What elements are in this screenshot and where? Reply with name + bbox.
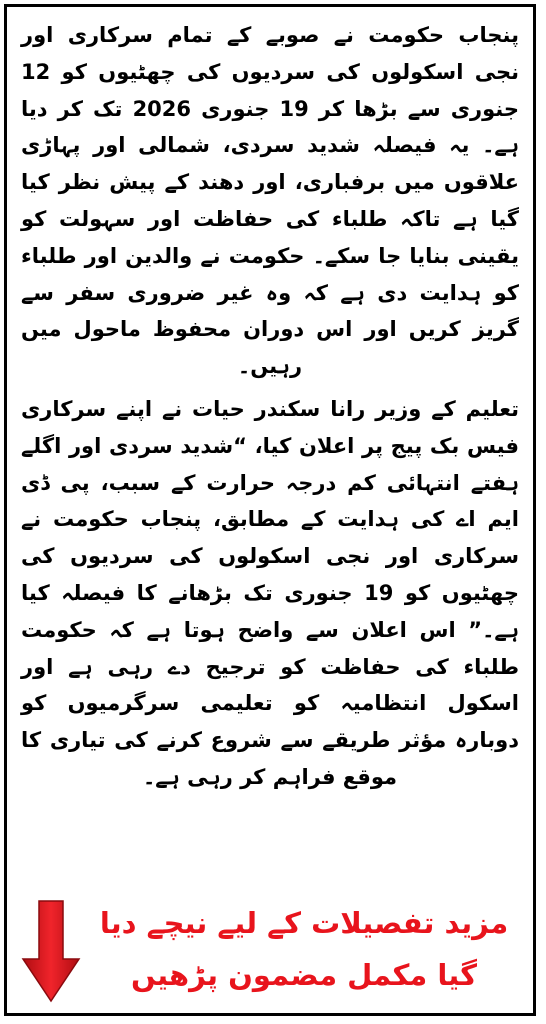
read-more-line-2[interactable]: گیا مکمل مضمون پڑھیں xyxy=(131,958,477,992)
read-more-banner[interactable] xyxy=(7,893,533,1013)
article-paragraph-1: پنجاب حکومت نے صوبے کے تمام سرکاری اور نجی اسکولوں کی سردیوں کی چھٹیوں کو 12 جنوری سے بڑھا کر 19 جنوری 2026 تک کر دیا ہے۔ یہ فیصلہ شدید سردی، شمالی اور پہاڑی علاقوں میں برفباری، اور دھند کے پیش نظر کیا گیا ہے تاکہ طلباء کی حفاظت اور سہولت کو یقینی بنایا جا سکے۔ حکومت نے والدین اور طلباء کو ہدایت دی ہے کہ وہ غیر ضروری سفر سے گریز کریں اور اس دوران محفوظ ماحول میں رہیں۔ xyxy=(21,23,519,379)
article-body xyxy=(21,17,519,796)
article-paragraph-2: تعلیم کے وزیر رانا سکندر حیات نے اپنے سرکاری فیس بک پیج پر اعلان کیا، “شدید سردی اور اگلے ہفتے انتہائی کم درجہ حرارت کے سبب، پی ڈی ایم اے کی ہدایت کے مطابق، پنجاب حکومت نے سرکاری اور نجی اسکولوں کی سردیوں کی چھٹیوں کو 19 جنوری تک بڑھانے کا فیصلہ کیا ہے۔” اس اعلان سے واضح ہوتا ہے کہ حکومت طلباء کی حفاظت کو ترجیح دے رہی ہے اور اسکول انتظامیہ کو تعلیمی سرگرمیوں کو دوبارہ مؤثر طریقے سے شروع کرنے کی تیاری کا موقع فراہم کر رہی ہے۔ xyxy=(21,396,519,789)
read-more-text[interactable] xyxy=(87,897,521,1001)
read-more-line-1[interactable]: مزید تفصیلات کے لیے نیچے دیا xyxy=(99,906,509,940)
down-arrow-icon xyxy=(21,899,81,1003)
article-card xyxy=(4,4,536,1016)
